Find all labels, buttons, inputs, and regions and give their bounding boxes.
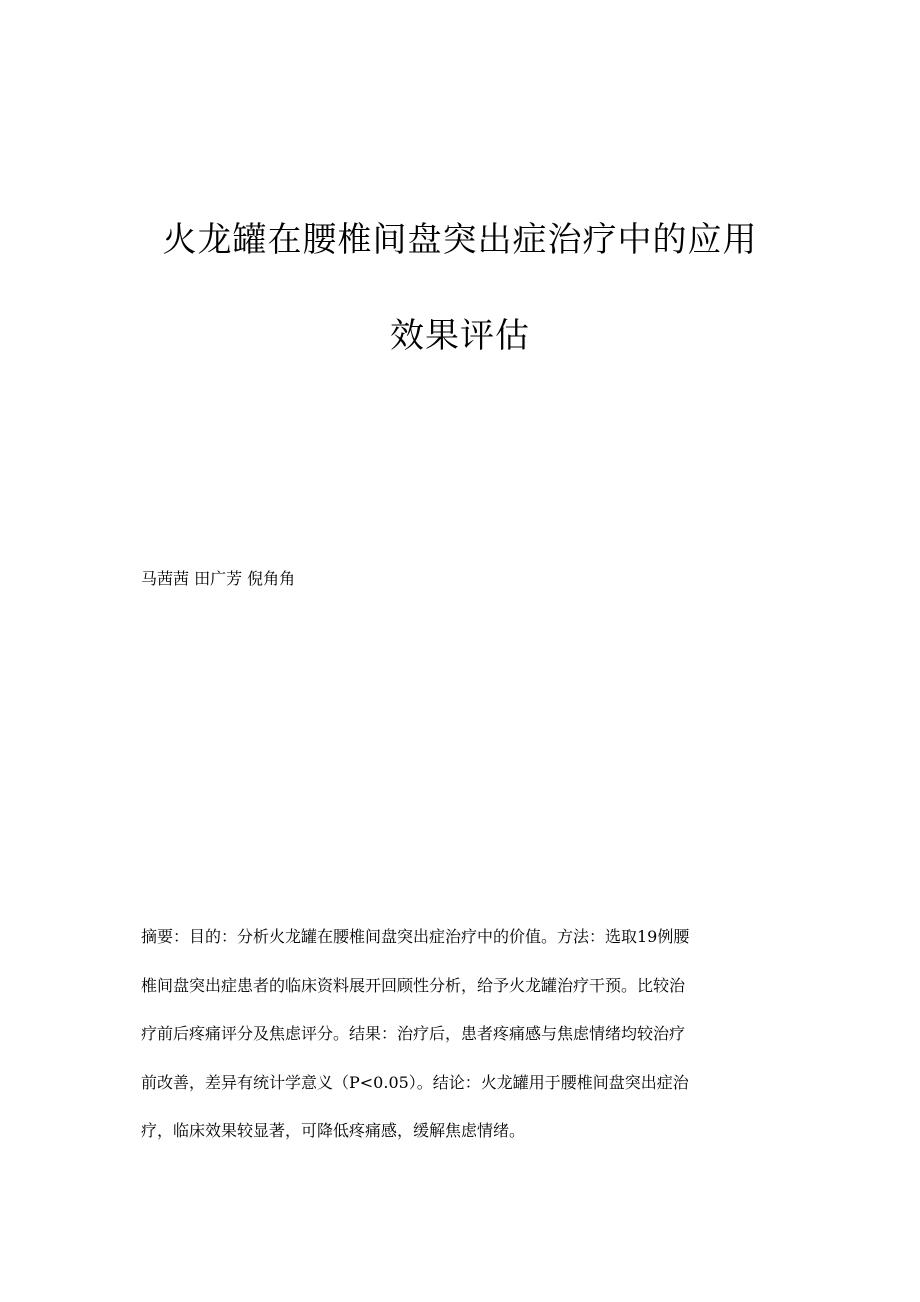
title-line-2: 效果评估 (390, 316, 530, 356)
abstract-line: 前改善，差异有统计学意义（P<0.05）。结论：火龙罐用于腰椎间盘突出症治 (141, 1072, 689, 1092)
abstract-paragraph (141, 926, 781, 1169)
author-list: 马茜茜 田广芳 倪角角 (141, 569, 296, 588)
abstract-line: 疗前后疼痛评分及焦虑评分。结果：治疗后，患者疼痛感与焦虑情绪均较治疗 (141, 1024, 686, 1043)
title-line-1: 火龙罐在腰椎间盘突出症治疗中的应用 (162, 220, 758, 260)
abstract-line: 疗，临床效果较显著，可降低疼痛感，缓解焦虑情绪。 (141, 1121, 526, 1140)
abstract-line: 椎间盘突出症患者的临床资料展开回顾性分析，给予火龙罐治疗干预。比较治 (141, 975, 686, 995)
abstract-line: 摘要：目的：分析火龙罐在腰椎间盘突出症治疗中的价值。方法：选取19例腰 (141, 927, 690, 946)
